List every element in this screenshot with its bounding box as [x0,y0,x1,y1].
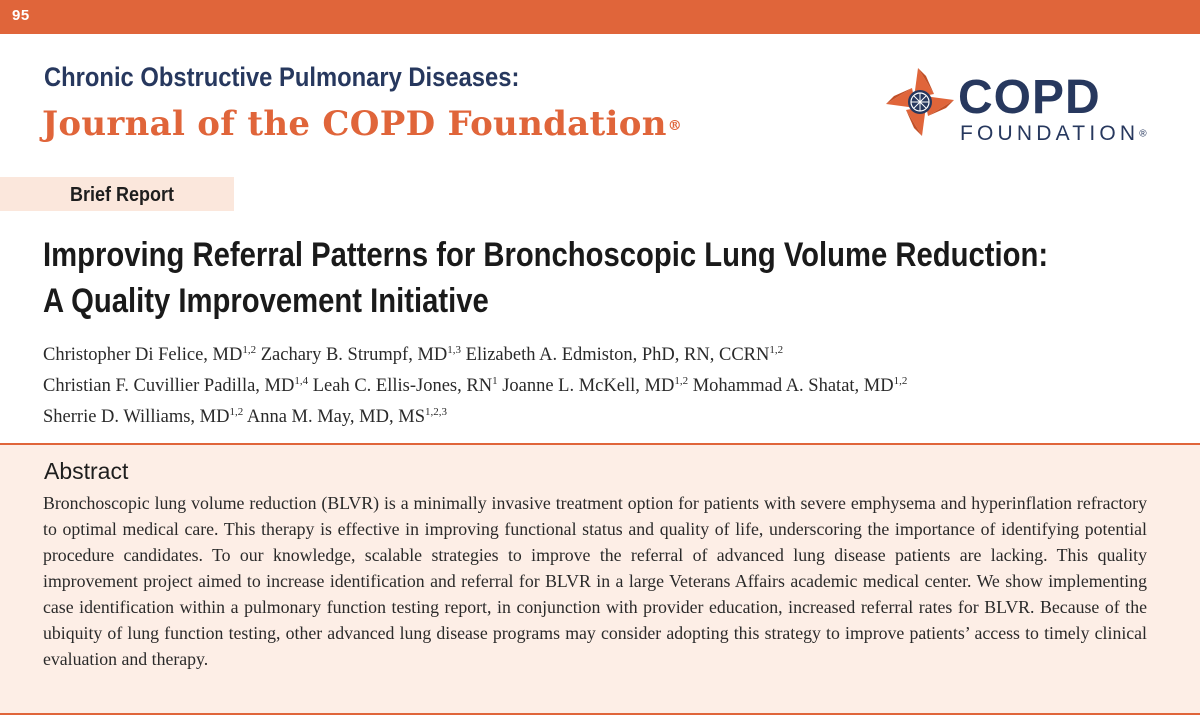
author-name: Elizabeth A. Edmiston, PhD, RN, CCRN [465,345,770,366]
logo-subtext-text: FOUNDATION [960,122,1140,145]
author-line [43,399,907,430]
author-affiliation: 1,2 [674,375,689,388]
journal-registered-mark: ® [667,118,683,134]
article-title [43,232,1048,324]
author-name: Joanne L. McKell, MD [502,376,675,397]
logo-wordmark: COPD [958,71,1101,124]
author-affiliation: 1,2 [769,344,784,356]
article-title-line-2: A Quality Improvement Initiative [43,282,489,320]
logo-subtext [960,123,1147,144]
author-affiliation: 1,2 [893,375,908,388]
article-title-line-1: Improving Referral Patterns for Bronchoscopic Lung Volume Reduction: [43,236,1049,274]
author-affiliation: 1,2 [242,344,257,356]
abstract-text: Bronchoscopic lung volume reduction (BLVR) is a minimally invasive treatment option for patients with severe emphysema and hyperinflation refractory to optimal medical care. This therapy is effective in improving functional status and quality of life, underscoring the importance of identifying potential procedure candidates. To our knowledge, scalable strategies to improve the referral of advanced lung disease patients are lacking. This quality improvement project aimed to increase identification and referral for BLVR in a large Veterans Affairs academic medical center. We show implementing case identification within a pulmonary function testing report, in conjunction with provider education, increased referral rates for BLVR. Because of the ubiquity of lung function testing, other advanced lung disease programs may consider adopting this strategy to improve patients’ access to timely clinical evaluation and therapy. [43,493,1147,669]
page-number: 95 [12,7,30,24]
author-name: Sherrie D. Williams, MD [43,407,230,428]
author-name: Zachary B. Strumpf, MD [260,345,448,366]
author-affiliation: 1 [492,375,498,388]
author-line [43,368,907,399]
top-bar [0,0,1200,34]
author-name: Anna M. May, MD, MS [246,407,425,428]
article-type-label: Brief Report [70,184,175,206]
journal-subtitle-text: Journal of the COPD Foundation [42,104,667,144]
logo-registered-mark: ® [1139,128,1147,140]
journal-subtitle [42,104,682,144]
journal-name: Chronic Obstructive Pulmonary Diseases: [44,62,520,92]
author-affiliation: 1,2 [229,406,244,419]
author-name: Christian F. Cuvillier Padilla, MD [43,376,295,397]
author-name: Christopher Di Felice, MD [43,345,243,366]
author-line [43,337,907,368]
author-affiliation: 1,2,3 [424,406,447,419]
author-name: Leah C. Ellis-Jones, RN [312,376,493,397]
author-list [43,337,907,430]
author-affiliation: 1,3 [447,344,462,356]
author-affiliation: 1,4 [294,375,309,388]
author-name: Mohammad A. Shatat, MD [692,376,894,397]
pinwheel-icon [886,68,954,136]
abstract-heading: Abstract [44,458,129,484]
